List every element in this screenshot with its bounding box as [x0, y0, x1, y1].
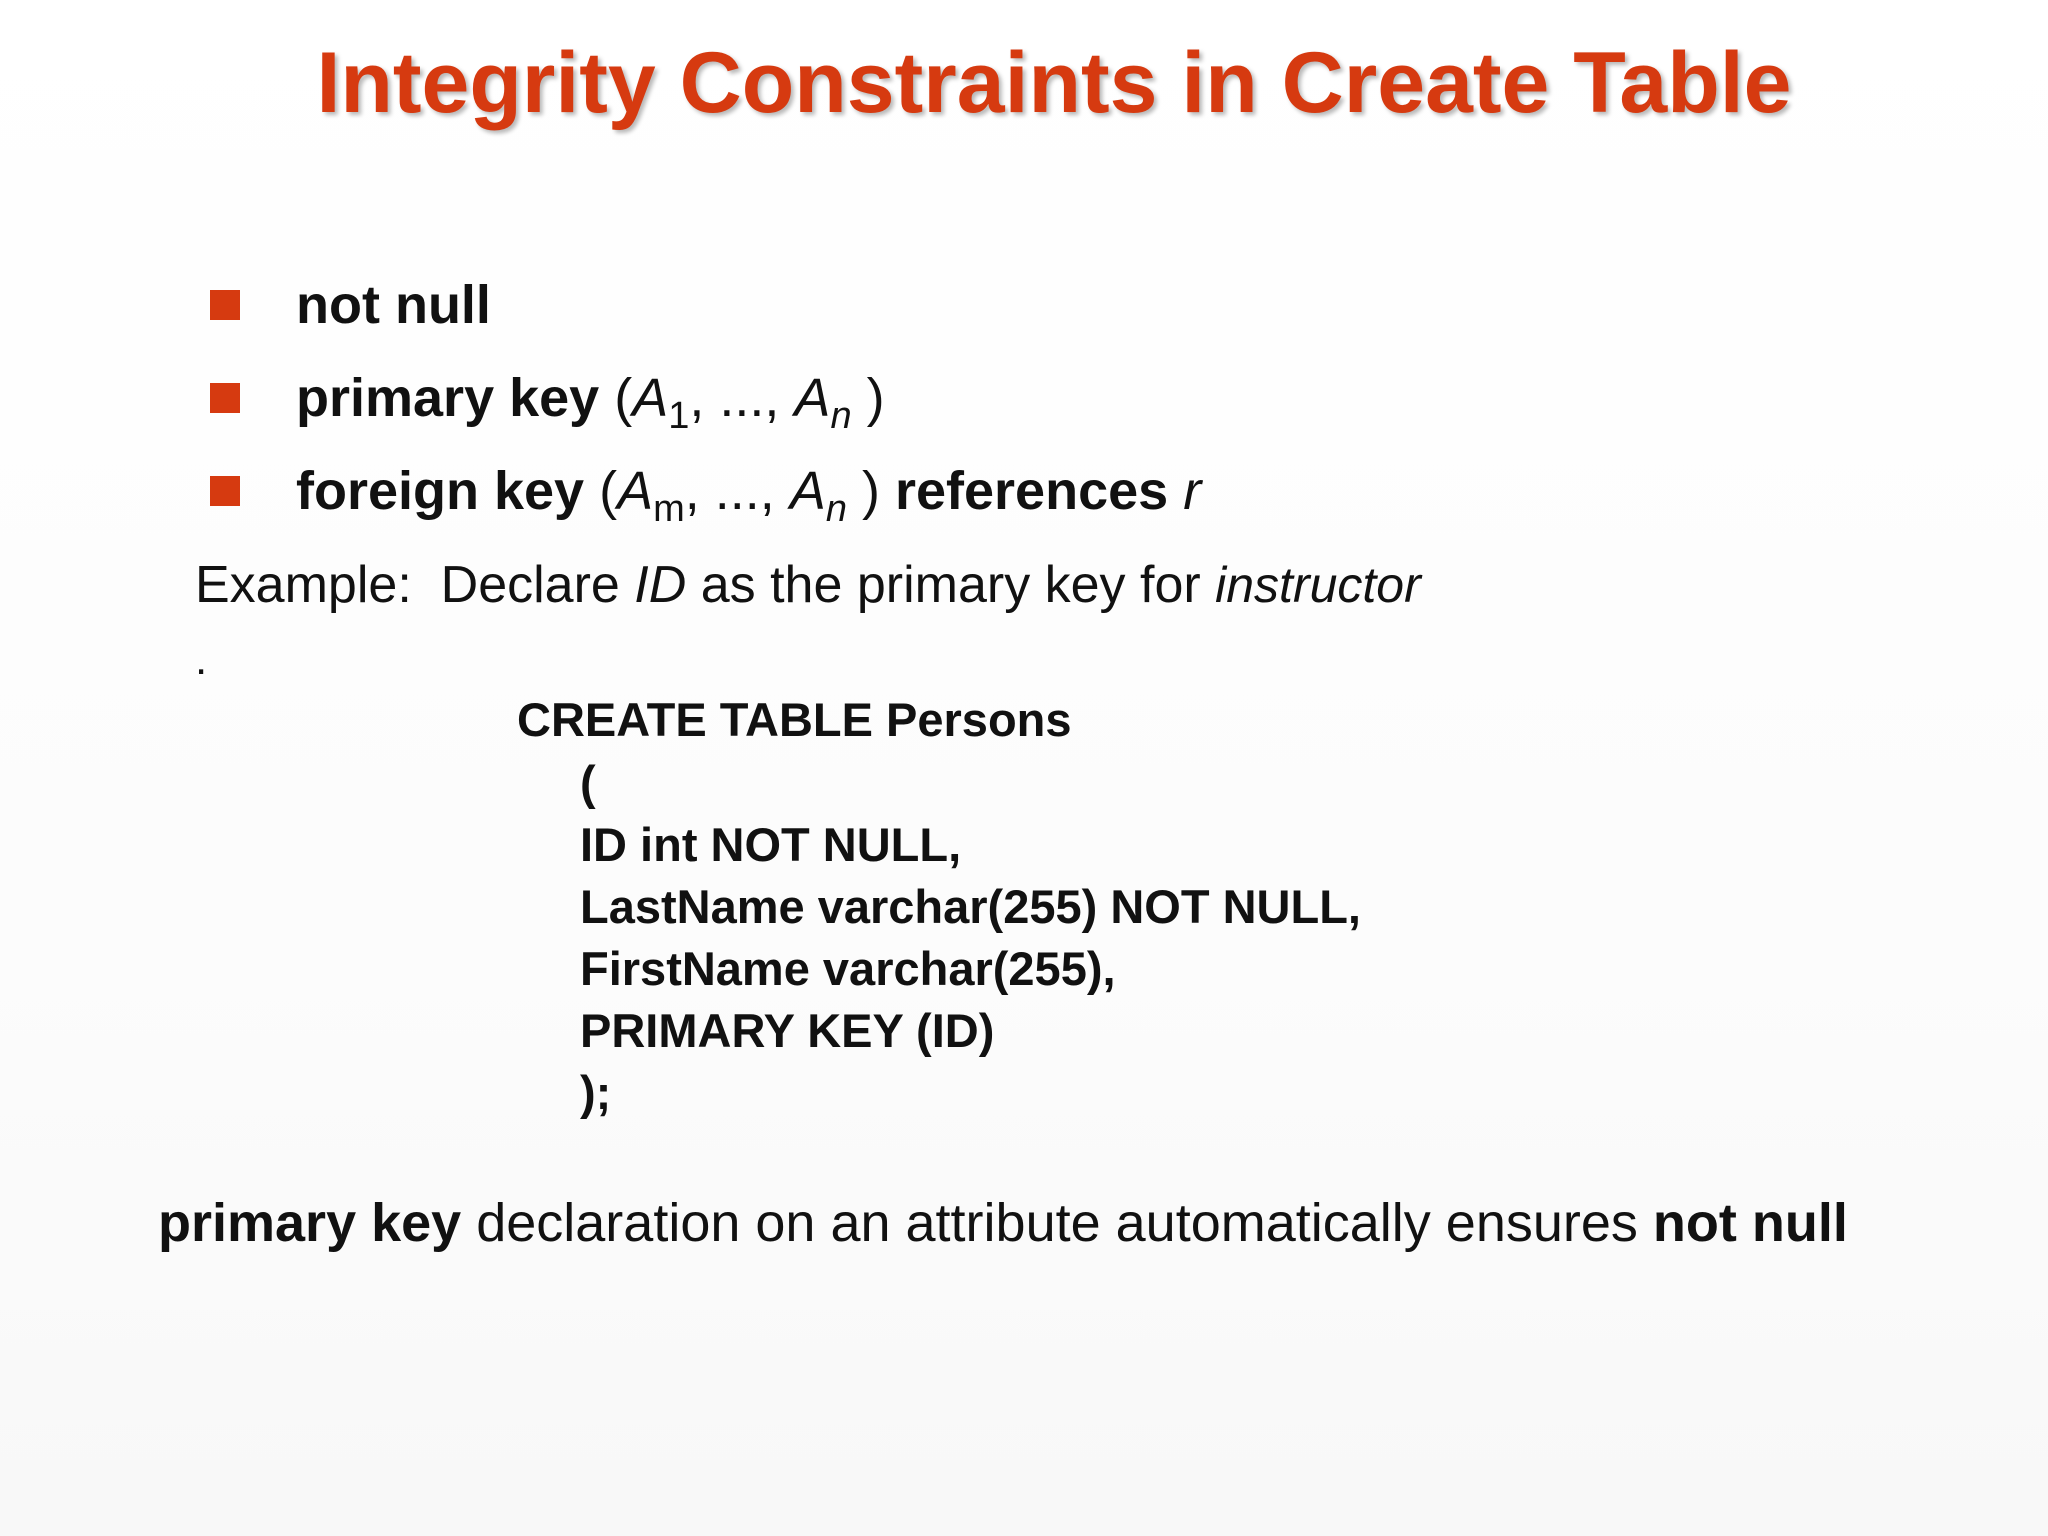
- code-line: LastName varchar(255) NOT NULL,: [580, 880, 1361, 933]
- code-block: [580, 752, 1361, 1124]
- footer-bold-start: primary key: [158, 1193, 462, 1253]
- example-id: ID: [634, 556, 687, 614]
- ellipsis-text: , ...,: [689, 367, 795, 428]
- space: [1168, 461, 1183, 521]
- code-create-table: CREATE TABLE Persons: [517, 693, 1072, 746]
- example-relation: instructor: [1215, 557, 1421, 613]
- subscript-b: n: [830, 394, 852, 437]
- slide-title: Integrity Constraints in Create Table: [316, 35, 1792, 131]
- bullet-keyword: foreign key: [296, 460, 585, 521]
- example-prefix: Example: Declare: [195, 556, 635, 614]
- subscript-a: 1: [668, 394, 690, 437]
- attribute-b: A: [789, 460, 826, 521]
- attribute-a: A: [617, 460, 654, 521]
- example-line: [195, 552, 1421, 618]
- code-line: );: [580, 1066, 612, 1119]
- square-bullet-icon: [210, 476, 240, 506]
- footer-bold-end: not null: [1652, 1193, 1848, 1253]
- footer-note: [158, 1188, 1848, 1258]
- constraint-list: [210, 258, 1201, 537]
- list-item-not-null: [210, 258, 1201, 351]
- paren-close: ): [846, 460, 895, 521]
- code-line: PRIMARY KEY (ID): [580, 1004, 995, 1057]
- code-line: ID int NOT NULL,: [580, 818, 962, 871]
- relation-r: r: [1183, 460, 1202, 521]
- stray-period: .: [195, 635, 208, 684]
- bullet-text: [296, 367, 885, 437]
- references-keyword: references: [894, 460, 1169, 521]
- list-item-foreign-key: [210, 444, 1201, 537]
- square-bullet-icon: [210, 290, 240, 320]
- bullet-text: [296, 460, 1202, 530]
- attribute-a: A: [632, 367, 669, 428]
- code-line: (: [580, 756, 596, 809]
- footer-middle: declaration on an attribute automatically ensures: [461, 1193, 1653, 1253]
- bullet-keyword: primary key: [296, 367, 600, 428]
- list-item-primary-key: [210, 351, 1201, 444]
- paren-open: (: [584, 460, 618, 521]
- paren-open: (: [599, 367, 633, 428]
- subscript-b: n: [825, 487, 847, 530]
- ellipsis-text: , ...,: [684, 460, 790, 521]
- subscript-a: m: [653, 487, 685, 530]
- code-line: FirstName varchar(255),: [580, 942, 1116, 995]
- paren-close: ): [851, 367, 885, 428]
- square-bullet-icon: [210, 383, 240, 413]
- attribute-b: A: [794, 367, 831, 428]
- example-middle: as the primary key for: [686, 556, 1216, 614]
- bullet-keyword: not null: [296, 274, 491, 335]
